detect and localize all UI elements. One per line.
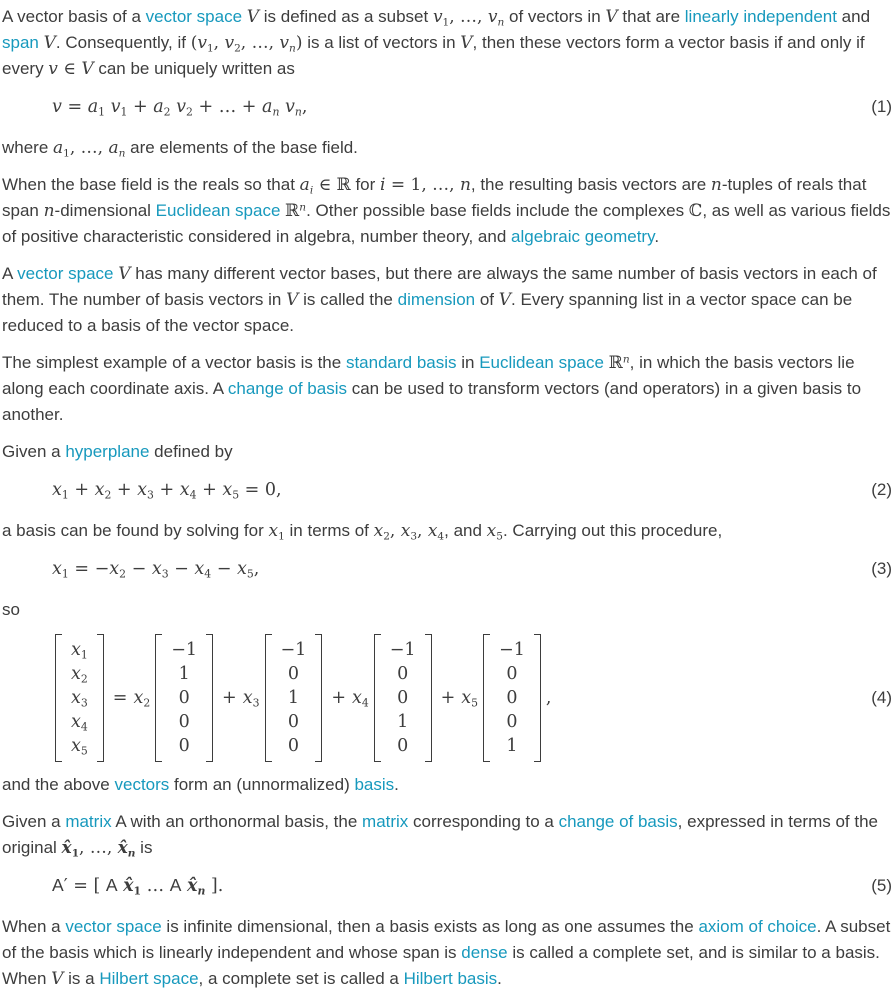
math-symbol: = 1, …, xyxy=(385,175,460,195)
link-axiom-of-choice[interactable]: axiom of choice xyxy=(698,917,817,936)
base-field-note xyxy=(2,135,893,161)
math-var: $x_3$ xyxy=(137,480,154,502)
link-standard-basis[interactable]: standard basis xyxy=(345,353,457,372)
vector-entry xyxy=(397,662,408,686)
text-run: and xyxy=(836,7,871,26)
vector-entry xyxy=(506,710,517,734)
math-var: V xyxy=(118,264,131,284)
math-symbol: 0 xyxy=(287,664,299,684)
text-run: , and xyxy=(444,521,487,540)
hyperplane-intro xyxy=(2,439,893,465)
vector-entries xyxy=(381,634,425,762)
math-symbol: − xyxy=(211,559,237,579)
text-run: form an (unnormalized) xyxy=(169,775,355,794)
math-symbol: , xyxy=(253,559,260,579)
math-var: $x_4$ xyxy=(194,559,212,581)
math-symbol: 0 xyxy=(178,688,190,708)
text-run: . Consequently, if xyxy=(55,33,191,52)
math-symbol: 0 xyxy=(178,736,190,756)
vector-hat-symbol: $x̂_1$ xyxy=(123,876,142,898)
math-symbol: ( xyxy=(190,33,198,53)
math-symbol: 0 xyxy=(397,664,409,684)
intro-paragraph xyxy=(2,4,893,82)
text-run: of xyxy=(475,290,499,309)
math-var: V xyxy=(605,7,618,27)
vector-entry xyxy=(71,710,88,734)
column-vector xyxy=(55,634,104,762)
text-run: can be used to transform vectors (and operators) in a given basis to another. xyxy=(2,379,862,424)
math-symbol: = − xyxy=(68,559,110,579)
math-symbol: 0 xyxy=(287,736,299,756)
text-run: , then these vectors form a vector basis if and only if every xyxy=(2,33,865,78)
matrix-symbol: A xyxy=(105,875,118,895)
right-bracket xyxy=(425,634,432,762)
math-symbol: 0 xyxy=(506,712,518,732)
text-run: . Carrying out this procedure, xyxy=(502,521,723,540)
trailing-comma: , xyxy=(545,688,552,708)
math-symbol: = xyxy=(61,97,88,117)
link-span[interactable]: span xyxy=(2,33,39,52)
matrix-symbol: A xyxy=(52,875,64,895)
text-run: . Every spanning list in a vector space can be reduced to a basis of the vector space. xyxy=(2,290,853,335)
equation-3 xyxy=(2,555,893,582)
math-symbol: , xyxy=(417,521,428,541)
text-run: so xyxy=(2,600,20,619)
math-var: $x_4$ xyxy=(179,480,197,502)
math-symbol: 0 xyxy=(287,712,299,732)
link-linearly-independent[interactable]: linearly independent xyxy=(684,7,837,26)
equation-body xyxy=(2,872,871,899)
vector-entries xyxy=(272,634,316,762)
math-symbol: + xyxy=(196,480,223,500)
left-bracket xyxy=(483,634,490,762)
equation-4 xyxy=(2,634,893,762)
equation-number: (5) xyxy=(871,875,892,895)
math-var: $x_2$ xyxy=(133,688,151,710)
plus-sign: + xyxy=(331,688,346,708)
math-symbol: , …, xyxy=(69,138,109,158)
text-run: corresponding to a xyxy=(408,812,559,831)
right-bracket xyxy=(97,634,104,762)
text-run: A vector basis of a xyxy=(2,7,146,26)
link-euclidean-space[interactable]: Euclidean space xyxy=(155,201,281,220)
left-bracket xyxy=(55,634,62,762)
text-run: are elements of the base field. xyxy=(125,138,358,157)
plus-sign: + xyxy=(222,688,237,708)
text-run: . xyxy=(654,227,660,246)
math-symbol: ℂ xyxy=(688,201,703,221)
math-symbol: + xyxy=(127,97,154,117)
math-symbol: = 0, xyxy=(239,480,282,500)
vector-entry xyxy=(390,638,416,662)
matrix-symbol: A xyxy=(115,812,126,831)
math-symbol: ℝ$^n$ xyxy=(285,201,307,221)
math-var: $v_n$ xyxy=(487,7,505,29)
math-var: v xyxy=(48,59,58,79)
unnormalized-basis-note xyxy=(2,772,893,798)
math-var: $x_3$ xyxy=(151,559,169,581)
column-vector xyxy=(155,634,213,762)
math-symbol: 0 xyxy=(506,688,518,708)
text-run: has many different vector bases, but there are always the same number of basis vectors in each of them. The number of basis vectors in xyxy=(2,264,877,309)
text-run: , as well as various fields of positive characteristic considered in algebra, number theory, and xyxy=(2,201,891,246)
math-var: $v_n$ xyxy=(279,33,296,55)
text-run: is called a complete set, and is similar to a basis. When xyxy=(2,943,880,988)
text-run: When a xyxy=(2,917,66,936)
math-var: V xyxy=(51,969,64,989)
text-run: is a xyxy=(63,969,100,988)
math-var: $x_2$ xyxy=(109,559,127,581)
text-run: is called the xyxy=(298,290,398,309)
link-hilbert-space[interactable]: Hilbert space xyxy=(99,969,199,988)
math-var: $v_2$ xyxy=(224,33,241,55)
so-connector xyxy=(2,597,893,623)
left-bracket xyxy=(265,634,272,762)
math-symbol: , xyxy=(213,33,225,53)
math-var: V xyxy=(43,33,56,53)
text-run: for xyxy=(350,175,381,194)
equation-number: (2) xyxy=(871,479,892,499)
vector-entries xyxy=(490,634,534,762)
column-vector xyxy=(483,634,541,762)
text-run: is defined as a subset xyxy=(259,7,433,26)
text-run: . Other possible base fields include the complexes xyxy=(306,201,689,220)
math-symbol: 0 xyxy=(397,688,409,708)
math-var: $x_3$ xyxy=(400,521,418,543)
math-symbol: 1 xyxy=(287,688,299,708)
vector-entry xyxy=(71,734,88,758)
text-run: . A subset of the basis which is linearly independent and whose span is xyxy=(2,917,891,962)
link-matrix[interactable]: matrix xyxy=(362,812,409,831)
matrix-paragraph xyxy=(2,809,893,861)
vector-entries xyxy=(62,634,97,762)
vector-entry xyxy=(179,662,190,686)
math-symbol: 0 xyxy=(397,736,409,756)
math-symbol: + xyxy=(153,480,180,500)
text-run: with an orthonormal basis, the xyxy=(125,812,363,831)
math-var: i xyxy=(380,175,386,195)
math-symbol: + … + xyxy=(192,97,262,117)
text-run: of vectors in xyxy=(504,7,606,26)
vector-entry xyxy=(506,686,517,710)
math-symbol: ℝ$^n$ xyxy=(608,353,630,373)
text-run: is infinite dimensional, then a basis exists as long as one assumes the xyxy=(161,917,699,936)
math-var: $x_5$ xyxy=(486,521,503,543)
math-symbol: ∈ xyxy=(57,59,82,79)
text-run: A xyxy=(2,264,18,283)
text-run xyxy=(604,353,609,372)
math-var: $v_1$ xyxy=(110,97,128,119)
vector-entry xyxy=(71,638,88,662)
math-var: $x_5$ xyxy=(236,559,254,581)
text-run: , a complete set is called a xyxy=(198,969,404,988)
vector-entry xyxy=(506,734,517,758)
math-var: $x_5$ xyxy=(461,688,479,710)
math-symbol: + xyxy=(68,480,95,500)
link-change-of-basis[interactable]: change of basis xyxy=(558,812,678,831)
link-basis[interactable]: basis xyxy=(354,775,395,794)
link-vector-space[interactable]: vector space xyxy=(65,917,162,936)
link-vectors[interactable]: vectors xyxy=(114,775,170,794)
math-var: $x_1$ xyxy=(268,521,285,543)
math-var: $a_n$ xyxy=(108,138,126,160)
link-dimension[interactable]: dimension xyxy=(397,290,476,309)
link-vector-space[interactable]: vector space xyxy=(17,264,114,283)
link-change-of-basis[interactable]: change of basis xyxy=(227,379,347,398)
left-bracket xyxy=(374,634,381,762)
math-symbol: ) xyxy=(295,33,303,53)
math-var: V xyxy=(81,59,94,79)
vector-entry xyxy=(179,710,190,734)
equation-number: (1) xyxy=(871,96,892,116)
dimension-paragraph xyxy=(2,261,893,339)
equation-5 xyxy=(2,872,893,899)
math-var: $x_4$ xyxy=(71,712,88,734)
math-var: $a_i$ xyxy=(299,175,314,197)
text-run: is xyxy=(135,838,153,857)
equation-2 xyxy=(2,476,893,503)
math-symbol: , …, xyxy=(79,838,118,858)
text-run: -tuples of reals that span xyxy=(2,175,867,220)
text-run: The simplest example of a vector basis is the xyxy=(2,353,346,372)
equation-1 xyxy=(2,93,893,120)
math-var: $x_2$ xyxy=(94,480,112,502)
vector-entry xyxy=(171,638,197,662)
math-symbol: 1 xyxy=(506,736,518,756)
text-run: a basis can be found by solving for xyxy=(2,521,269,540)
equation-number: (4) xyxy=(871,688,892,707)
text-run: Given a xyxy=(2,442,66,461)
math-var: n xyxy=(459,175,471,195)
vector-entries xyxy=(162,634,206,762)
link-dense[interactable]: dense xyxy=(461,943,508,962)
math-symbol: − xyxy=(168,559,195,579)
math-symbol: 1 xyxy=(397,712,409,732)
vector-hat-symbol: $x̂_n$ xyxy=(117,838,136,860)
math-var: $v_1$ xyxy=(197,33,214,55)
math-var: $v_n$ xyxy=(285,97,302,119)
math-symbol: … xyxy=(141,876,170,896)
equation-body xyxy=(2,555,871,582)
plus-sign: + xyxy=(440,688,456,708)
vector-entry xyxy=(281,638,307,662)
math-symbol: , xyxy=(301,97,308,117)
text-run: Given a xyxy=(2,812,66,831)
math-symbol: 1 xyxy=(178,664,190,684)
link-hyperplane[interactable]: hyperplane xyxy=(65,442,150,461)
math-var: $x_3$ xyxy=(71,688,88,710)
equation-body xyxy=(2,93,871,120)
vector-entry xyxy=(288,686,299,710)
vector-entry xyxy=(179,686,190,710)
math-var: V xyxy=(246,7,260,27)
text-run: , in which the basis vectors lie along each coordinate axis. A xyxy=(2,353,855,398)
math-var: n xyxy=(43,201,55,221)
math-var: $a_2$ xyxy=(153,97,171,119)
math-symbol xyxy=(105,97,111,117)
text-run: in terms of xyxy=(284,521,374,540)
math-var: V xyxy=(286,290,299,310)
math-symbol: ′ = [ xyxy=(63,876,106,896)
math-var: $x_5$ xyxy=(222,480,240,502)
math-var: $a_1$ xyxy=(87,97,106,119)
column-vector xyxy=(374,634,432,762)
right-bracket xyxy=(206,634,213,762)
vector-hat-symbol: $x̂_n$ xyxy=(187,876,206,898)
math-symbol: −1 xyxy=(389,640,416,660)
column-vector xyxy=(265,634,323,762)
math-symbol: −1 xyxy=(171,640,198,660)
math-var: $x_3$ xyxy=(242,688,260,710)
math-var: $x_1$ xyxy=(52,559,69,581)
text-run: . xyxy=(497,969,502,988)
link-hilbert-basis[interactable]: Hilbert basis xyxy=(403,969,498,988)
article-body xyxy=(2,4,893,992)
math-symbol: ]. xyxy=(205,876,224,896)
vector-entry xyxy=(397,734,408,758)
vector-entry xyxy=(71,686,88,710)
math-var: $x_1$ xyxy=(71,640,88,662)
vector-entry xyxy=(397,710,408,734)
math-var: V xyxy=(460,33,473,53)
math-var: V xyxy=(498,290,512,310)
math-var: $x_1$ xyxy=(52,480,69,502)
math-symbol: ∈ ℝ xyxy=(313,175,351,195)
link-matrix[interactable]: matrix xyxy=(65,812,112,831)
vector-entry xyxy=(397,686,408,710)
math-var: $v_1$ xyxy=(432,7,450,29)
text-run: . xyxy=(394,775,399,794)
reals-paragraph xyxy=(2,172,893,250)
math-symbol: −1 xyxy=(499,640,525,660)
equation-body xyxy=(2,476,871,503)
vector-hat-symbol: $x̂_1$ xyxy=(61,838,80,860)
text-run: and the above xyxy=(2,775,115,794)
text-run: can be uniquely written as xyxy=(93,59,295,78)
vector-entry xyxy=(179,734,190,758)
matrix-symbol: A xyxy=(169,875,182,895)
text-run: that are xyxy=(617,7,685,26)
vector-entry xyxy=(288,710,299,734)
math-var: $x_4$ xyxy=(427,521,445,543)
text-run: , the resulting basis vectors are xyxy=(470,175,711,194)
equation-number: (3) xyxy=(871,558,892,578)
math-symbol: , …, xyxy=(449,7,488,27)
math-var: $x_5$ xyxy=(71,736,88,758)
text-run: in xyxy=(456,353,480,372)
link-algebraic-geometry[interactable]: algebraic geometry xyxy=(511,227,655,246)
vector-entry xyxy=(71,662,88,686)
vector-entry xyxy=(506,662,517,686)
vector-entry xyxy=(499,638,525,662)
vector-entry xyxy=(288,662,299,686)
text-run: defined by xyxy=(149,442,233,461)
equals-sign: = xyxy=(112,688,128,708)
math-var: $a_1$ xyxy=(53,138,70,160)
math-var: $x_4$ xyxy=(351,688,369,710)
math-symbol: + xyxy=(111,480,138,500)
vector-entry xyxy=(288,734,299,758)
text-run: where xyxy=(2,138,54,157)
math-symbol: , xyxy=(389,521,401,541)
math-symbol: 0 xyxy=(506,664,518,684)
link-euclidean-space[interactable]: Euclidean space xyxy=(479,353,604,372)
text-run: , expressed in terms of the original xyxy=(2,812,878,857)
infinite-dimensional-paragraph xyxy=(2,914,893,992)
math-var: $x_2$ xyxy=(71,664,88,686)
equation-body xyxy=(2,634,871,762)
math-var: $v_2$ xyxy=(176,97,193,119)
math-var: v xyxy=(52,97,62,117)
math-var: $a_n$ xyxy=(262,97,280,119)
solve-paragraph xyxy=(2,518,893,544)
right-bracket xyxy=(315,634,322,762)
link-vector-space[interactable]: vector space xyxy=(145,7,243,26)
math-symbol: , …, xyxy=(240,33,280,53)
left-bracket xyxy=(155,634,162,762)
standard-basis-paragraph xyxy=(2,350,893,428)
text-run: When the base field is the reals so that xyxy=(2,175,300,194)
math-var: $x_2$ xyxy=(373,521,390,543)
text-run: is a list of vectors in xyxy=(302,33,461,52)
text-run: -dimensional xyxy=(54,201,156,220)
right-bracket xyxy=(534,634,541,762)
math-symbol: 0 xyxy=(178,712,190,732)
math-var: n xyxy=(710,175,722,195)
math-symbol: − xyxy=(126,559,152,579)
math-symbol: −1 xyxy=(280,640,307,660)
